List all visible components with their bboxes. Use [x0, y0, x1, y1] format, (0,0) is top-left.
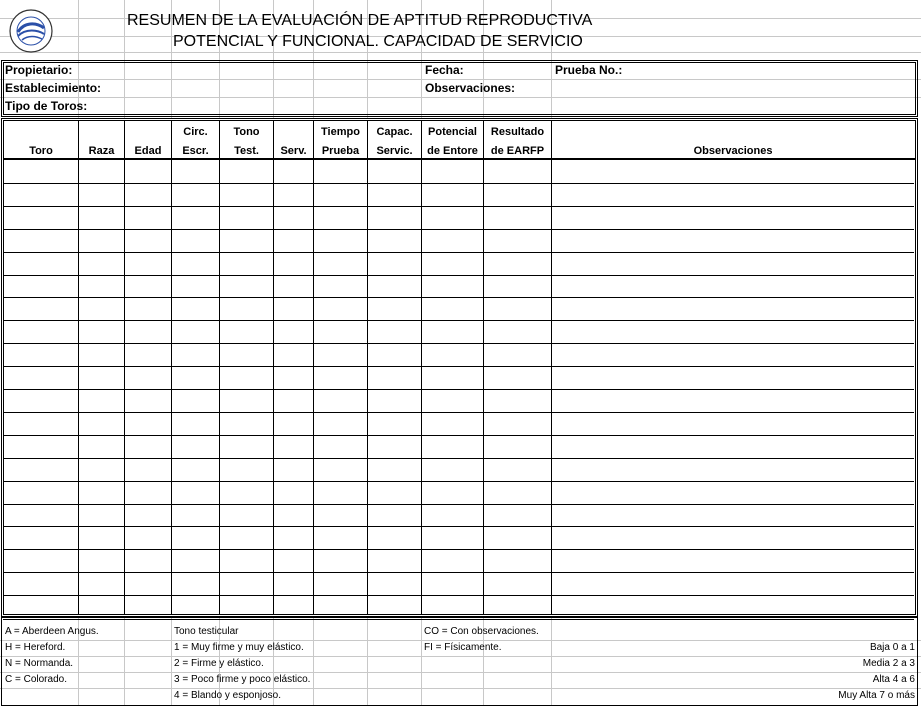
table-row: [4, 320, 914, 321]
tipo-toros-label: Tipo de Toros:: [5, 99, 88, 113]
table-row: [4, 481, 914, 482]
legend-cap-baja: Baja 0 a 1: [869, 642, 915, 653]
legend-tono-title: Tono testicular: [174, 626, 239, 637]
col-tiempo-l2: Prueba: [321, 145, 360, 157]
prueba-label: Prueba No.:: [555, 63, 623, 77]
col-serv-l1: [274, 123, 313, 142]
col-resultado-earfp: [484, 123, 551, 161]
col-observaciones: [552, 123, 914, 161]
table-row: [4, 595, 914, 596]
legend-raza-c: C = Colorado.: [5, 674, 67, 685]
col-circ-l2: Escr.: [182, 145, 209, 157]
legend-tono-1: 1 = Muy firme y muy elástico.: [174, 642, 304, 653]
col-capac-servic: [368, 123, 421, 161]
page-title-line2: POTENCIAL Y FUNCIONAL. CAPACIDAD DE SERVICIO: [173, 33, 583, 50]
legend-obs-fi: FI = Físicamente.: [424, 642, 502, 653]
col-edad-l2: Edad: [134, 145, 162, 157]
table-row: [4, 229, 914, 230]
col-resultado-l1: Resultado: [490, 126, 545, 138]
col-raza: [79, 123, 124, 161]
col-tono-l1: Tono: [233, 126, 260, 138]
table-row: [4, 297, 914, 298]
legend-tono-3: 3 = Poco firme y poco elástico.: [174, 674, 311, 685]
table-row: [4, 458, 914, 459]
col-serv-l2: Serv.: [280, 145, 307, 157]
table-row: [4, 206, 914, 207]
col-tono-test: [220, 123, 273, 161]
logo: [8, 8, 54, 54]
table-row: [4, 412, 914, 413]
col-capac-l2: Servic.: [376, 145, 413, 157]
legend-raza-h: H = Hereford.: [5, 642, 66, 653]
legend-raza-a: A = Aberdeen Angus.: [5, 626, 99, 637]
table-row: [4, 389, 914, 390]
table-row: [4, 366, 914, 367]
col-tono-l2: Test.: [234, 145, 259, 157]
col-tiempo-prueba: [314, 123, 367, 161]
col-edad: [125, 123, 171, 161]
establecimiento-label: Establecimiento:: [5, 81, 102, 95]
table-row: [4, 572, 914, 573]
col-potencial-entore: [422, 123, 483, 161]
col-toro-l1: [4, 123, 78, 142]
col-observaciones-l1: [552, 123, 914, 142]
col-circ-l1: Circ.: [183, 126, 208, 138]
table-row: [4, 504, 914, 505]
legend-cap-alta: Alta 4 a 6: [872, 674, 915, 685]
observaciones-label: Observaciones:: [425, 81, 516, 95]
table-row: [4, 435, 914, 436]
col-serv: [274, 123, 313, 161]
table-row: [4, 275, 914, 276]
legend-raza-n: N = Normanda.: [5, 658, 74, 669]
table-row: [4, 343, 914, 344]
legend-tono-2: 2 = Firme y elástico.: [174, 658, 264, 669]
col-raza-l2: Raza: [88, 145, 115, 157]
page-title-line1: RESUMEN DE LA EVALUACIÓN DE APTITUD REPRODUCTIVA: [127, 12, 593, 29]
col-tiempo-l1: Tiempo: [321, 126, 360, 138]
legend-tono-4: 4 = Blando y esponjoso.: [174, 690, 282, 701]
legend-cap-media: Media 2 a 3: [862, 658, 915, 669]
col-potencial-l1: Potencial: [428, 126, 477, 138]
col-capac-l1: Capac.: [376, 126, 413, 138]
col-potencial-l2: de Entore: [427, 145, 478, 157]
col-edad-l1: [125, 123, 171, 142]
fecha-label: Fecha:: [425, 63, 464, 77]
col-raza-l1: [79, 123, 124, 142]
col-circ-escr: [172, 123, 219, 161]
col-resultado-l2: de EARFP: [490, 145, 545, 157]
col-observaciones-l2: Observaciones: [693, 145, 773, 157]
table-row: [4, 252, 914, 253]
legend-cap-muy-alta: Muy Alta 7 o más: [838, 690, 915, 701]
col-toro-l2: Toro: [29, 145, 53, 157]
table-row: [4, 549, 914, 550]
col-toro: [4, 123, 78, 161]
table-row: [4, 526, 914, 527]
propietario-label: Propietario:: [5, 63, 73, 77]
legend-obs-co: CO = Con observaciones.: [424, 626, 539, 637]
table-row: [4, 183, 914, 184]
